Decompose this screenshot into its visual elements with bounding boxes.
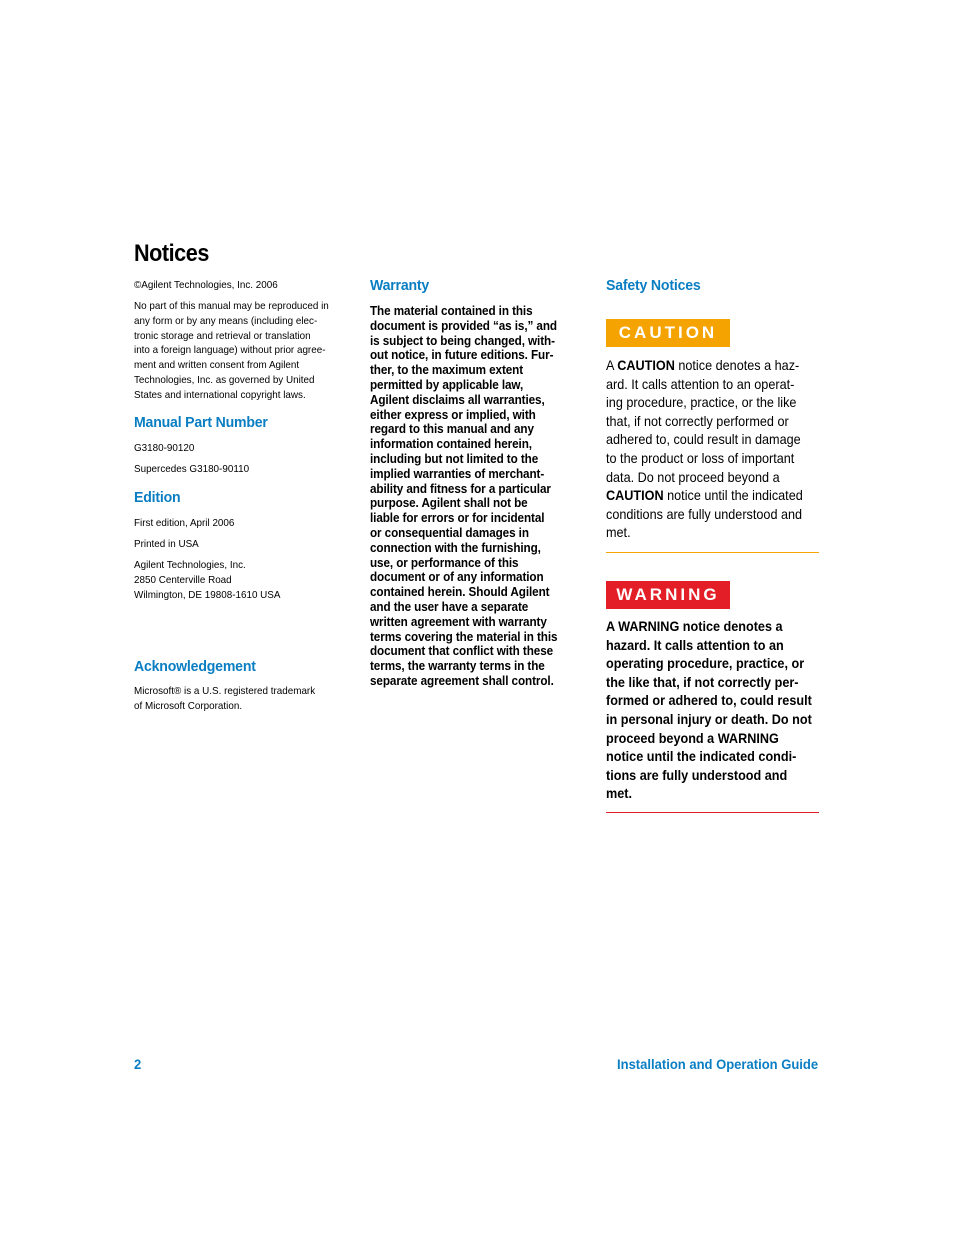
warning-paragraph xyxy=(606,618,836,804)
warning-line: the like that, if not correctly per- xyxy=(606,674,799,690)
caution-line: ard. It calls attention to an operat- xyxy=(606,376,795,392)
warning-line: formed or adhered to, could result xyxy=(606,693,812,709)
warranty-line: implied warranties of merchant- xyxy=(370,466,545,481)
edition-text: First edition, April 2006 xyxy=(134,517,235,529)
warning-divider xyxy=(606,812,819,813)
warranty-line: either express or implied, with xyxy=(370,407,536,422)
caution-line: adhered to, could result in damage xyxy=(606,432,801,448)
caution-line: CAUTION notice until the indicated xyxy=(606,488,803,504)
warranty-line: terms, the warranty terms in the xyxy=(370,659,545,674)
warranty-line: including but not limited to the xyxy=(370,451,539,466)
rights-paragraph xyxy=(134,299,366,403)
warranty-line: The material contained in this xyxy=(370,304,533,318)
page-number: 2 xyxy=(134,1056,142,1072)
warranty-line: connection with the furnishing, xyxy=(370,540,541,555)
address-block xyxy=(134,558,366,602)
caution-badge: CAUTION xyxy=(606,319,730,347)
warning-line: proceed beyond a WARNING xyxy=(606,730,779,746)
warning-line: operating procedure, practice, or xyxy=(606,656,805,672)
caution-paragraph xyxy=(606,357,836,543)
warranty-line: regard to this manual and any xyxy=(370,422,534,437)
edition-heading: Edition xyxy=(134,489,181,506)
printed-text: Printed in USA xyxy=(134,538,199,550)
caution-line: conditions are fully understood and xyxy=(606,506,803,522)
part-number: G3180-90120 xyxy=(134,442,195,454)
caution-line: A CAUTION notice denotes a haz- xyxy=(606,358,800,373)
rights-line: ment and written consent from Agilent xyxy=(134,359,300,372)
rights-line: States and international copyright laws. xyxy=(134,388,306,401)
ack-line: Microsoft® is a U.S. registered trademark xyxy=(134,685,316,697)
warning-line: notice until the indicated condi- xyxy=(606,749,797,765)
caution-line: data. Do not proceed beyond a xyxy=(606,469,780,485)
supersedes-text: Supercedes G3180-90110 xyxy=(134,463,250,475)
warranty-line: liable for errors or for incidental xyxy=(370,511,545,526)
rights-line: any form or by any means (including elec- xyxy=(134,314,318,327)
caution-line: to the product or loss of important xyxy=(606,450,795,466)
warning-badge: WARNING xyxy=(606,581,730,609)
caution-divider xyxy=(606,552,819,553)
warranty-paragraph xyxy=(370,304,601,689)
caution-line: that, if not correctly performed or xyxy=(606,413,789,429)
warranty-line: out notice, in future editions. Fur- xyxy=(370,348,554,363)
rights-line: No part of this manual may be reproduced in xyxy=(134,300,329,312)
address-line: Agilent Technologies, Inc. xyxy=(134,559,246,571)
page-title: Notices xyxy=(134,240,209,267)
rights-line: Technologies, Inc. as governed by United xyxy=(134,373,315,386)
warranty-line: ability and fitness for a particular xyxy=(370,481,551,496)
warranty-line: separate agreement shall control. xyxy=(370,673,554,688)
warranty-line: document or of any information xyxy=(370,570,544,585)
guide-title: Installation and Operation Guide xyxy=(617,1056,819,1072)
address-line: 2850 Centerville Road xyxy=(134,573,232,586)
warning-line: hazard. It calls attention to an xyxy=(606,637,784,653)
rights-line: tronic storage and retrieval or translation xyxy=(134,329,311,342)
warranty-line: Agilent disclaims all warranties, xyxy=(370,392,545,407)
warranty-line: written agreement with warranty xyxy=(370,614,547,629)
warranty-line: document is provided “as is,” and xyxy=(370,318,557,333)
warranty-heading: Warranty xyxy=(370,277,430,294)
caution-line: ing procedure, practice, or the like xyxy=(606,395,797,411)
rights-line: into a foreign language) without prior agree- xyxy=(134,344,326,357)
warranty-line: is subject to being changed, with- xyxy=(370,333,555,348)
warranty-line: use, or performance of this xyxy=(370,555,519,570)
acknowledgement-text xyxy=(134,684,366,714)
warning-line: A WARNING notice denotes a xyxy=(606,619,783,634)
warning-line: in personal injury or death. Do not xyxy=(606,711,812,727)
warranty-line: information contained herein, xyxy=(370,437,532,452)
warning-line: tions are fully understood and xyxy=(606,767,788,783)
warranty-line: and the user have a separate xyxy=(370,599,529,614)
address-line: Wilmington, DE 19808-1610 USA xyxy=(134,588,281,601)
safety-notices-heading: Safety Notices xyxy=(606,277,701,294)
copyright-text: ©Agilent Technologies, Inc. 2006 xyxy=(134,279,278,291)
caution-line: met. xyxy=(606,525,631,541)
ack-line: of Microsoft Corporation. xyxy=(134,699,243,712)
warranty-line: contained herein. Should Agilent xyxy=(370,585,550,600)
warranty-line: terms covering the material in this xyxy=(370,629,558,644)
acknowledgement-heading: Acknowledgement xyxy=(134,658,256,675)
warranty-line: or consequential damages in xyxy=(370,525,529,540)
warranty-line: purpose. Agilent shall not be xyxy=(370,496,528,511)
warning-line: met. xyxy=(606,786,632,802)
part-number-heading: Manual Part Number xyxy=(134,414,268,431)
warranty-line: document that conflict with these xyxy=(370,644,554,659)
warranty-line: permitted by applicable law, xyxy=(370,377,524,392)
warranty-line: ther, to the maximum extent xyxy=(370,363,524,378)
copyright-notice xyxy=(134,278,366,299)
